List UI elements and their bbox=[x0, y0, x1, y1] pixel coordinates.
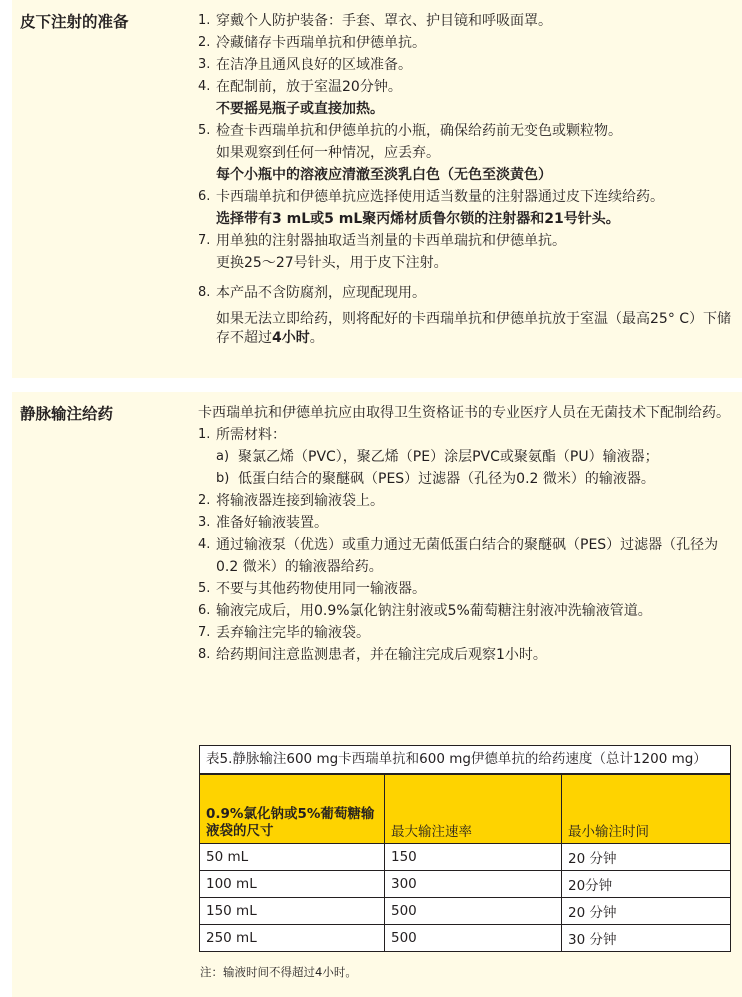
item-text-secondary: 更换25～27号针头，用于皮下注射。 bbox=[216, 255, 448, 271]
column-header: 最小输注时间 bbox=[562, 775, 731, 844]
item-text: 丢弃输注完毕的输液袋。 bbox=[216, 625, 370, 641]
list-item bbox=[198, 54, 738, 76]
item-text: 给药期间注意监测患者，并在输注完成后观察1小时。 bbox=[216, 647, 547, 663]
subcutaneous-section bbox=[12, 0, 742, 378]
table-footnote: 注：输液时间不得超过4小时。 bbox=[200, 965, 357, 979]
item-number: 3. bbox=[198, 57, 211, 72]
sub-item bbox=[216, 446, 738, 468]
punctuation: 。 bbox=[309, 330, 324, 346]
item-number: 5. bbox=[198, 123, 211, 138]
sub-item-letter: b) bbox=[216, 471, 230, 486]
item-number: 5. bbox=[198, 581, 211, 596]
table-cell: 500 bbox=[385, 925, 562, 952]
list-item bbox=[198, 644, 738, 666]
list-item bbox=[198, 600, 738, 622]
item-text-secondary: 如果观察到任何一种情况，应丢弃。 bbox=[216, 145, 440, 161]
item-text-main: 卡西瑞单抗和伊德单抗应选择使用适当数量的注射器通过皮下连续给药。 bbox=[216, 189, 664, 205]
table-cell: 30 分钟 bbox=[562, 925, 731, 952]
warning-text: 选择带有3 mL或5 mL聚丙烯材质鲁尔锁的注射器和21号针头。 bbox=[216, 211, 620, 227]
sub-item-text: 低蛋白结合的聚醚砜（PES）过滤器（孔径为0.2 微米）的输液器。 bbox=[238, 471, 655, 487]
item-number: 4. bbox=[198, 79, 211, 94]
item-text bbox=[216, 120, 738, 186]
table-cell: 100 mL bbox=[200, 871, 385, 898]
list-item bbox=[198, 76, 738, 120]
table-row bbox=[200, 871, 730, 898]
item-number: 2. bbox=[198, 493, 211, 508]
item-number: 1. bbox=[198, 427, 211, 442]
item-text bbox=[216, 76, 738, 120]
item-text: 在洁净且通风良好的区域准备。 bbox=[216, 57, 412, 73]
item-number: 8. bbox=[198, 647, 211, 662]
item-text: 冷藏储存卡西瑞单抗和伊德单抗。 bbox=[216, 35, 426, 51]
table-cell: 300 bbox=[385, 871, 562, 898]
list-item bbox=[198, 622, 738, 644]
item-number: 8. bbox=[198, 285, 211, 300]
item-text-secondary: 如果无法立即给药，则将配好的卡西瑞单抗和伊德单抗放于室温（最高25° C）下储存不超过 bbox=[216, 311, 732, 346]
sub-item bbox=[216, 468, 738, 490]
table-row bbox=[200, 898, 730, 925]
item-number: 7. bbox=[198, 625, 211, 640]
table-cell: 20 分钟 bbox=[562, 898, 731, 925]
list-item bbox=[198, 120, 738, 186]
item-text: 准备好输液装置。 bbox=[216, 515, 328, 531]
storage-note bbox=[216, 310, 738, 348]
section-title: 静脉输注给药 bbox=[20, 405, 114, 423]
table-cell: 50 mL bbox=[200, 844, 385, 871]
list-item bbox=[198, 512, 738, 534]
item-text-main: 用单独的注射器抽取适当剂量的卡西单瑞抗和伊德单抗。 bbox=[216, 233, 566, 249]
item-text bbox=[216, 282, 738, 348]
item-number: 7. bbox=[198, 233, 211, 248]
table-cell: 150 bbox=[385, 844, 562, 871]
column-header: 最大输注速率 bbox=[385, 775, 562, 844]
table-row bbox=[200, 925, 730, 952]
warning-text: 不要摇晃瓶子或直接加热。 bbox=[216, 101, 384, 117]
table-cell: 150 mL bbox=[200, 898, 385, 925]
list-item bbox=[198, 490, 738, 512]
item-text-main: 检查卡西瑞单抗和伊德单抗的小瓶，确保给药前无变色或颗粒物。 bbox=[216, 123, 622, 139]
item-number: 2. bbox=[198, 35, 211, 50]
item-text-main: 本产品不含防腐剂，应现配现用。 bbox=[216, 285, 426, 301]
item-number: 3. bbox=[198, 515, 211, 530]
item-number: 4. bbox=[198, 537, 211, 552]
table-cell: 250 mL bbox=[200, 925, 385, 952]
intro-paragraph: 卡西瑞单抗和伊德单抗应由取得卫生资格证书的专业医疗人员在无菌技术下配制给药。 bbox=[198, 405, 730, 421]
sub-item-text: 聚氯乙烯（PVC），聚乙烯（PE）涂层PVC或聚氨酯（PU）输液器； bbox=[238, 449, 659, 465]
list-item bbox=[198, 424, 738, 446]
item-text: 不要与其他药物使用同一输液器。 bbox=[216, 581, 426, 597]
item-number: 1. bbox=[198, 13, 211, 28]
item-text: 穿戴个人防护装备：手套、罩衣、护目镜和呼吸面罩。 bbox=[216, 13, 552, 29]
time-limit-text: 4小时 bbox=[272, 330, 310, 346]
item-number: 6. bbox=[198, 189, 211, 204]
list-item bbox=[198, 10, 738, 32]
item-text-main: 在配制前，放于室温20分钟。 bbox=[216, 79, 402, 95]
table-cell: 20分钟 bbox=[562, 871, 731, 898]
sub-item-letter: a) bbox=[216, 449, 230, 464]
list-item bbox=[198, 32, 738, 54]
item-text bbox=[216, 230, 738, 274]
table-row bbox=[200, 844, 730, 871]
item-text bbox=[216, 186, 738, 230]
iv-steps bbox=[198, 402, 738, 666]
table-caption: 表5.静脉输注600 mg卡西瑞单抗和600 mg伊德单抗的给药速度（总计1200 mg） bbox=[200, 746, 730, 774]
table-cell: 500 bbox=[385, 898, 562, 925]
list-item bbox=[198, 186, 738, 230]
item-text: 输液完成后，用0.9%氯化钠注射液或5%葡萄糖注射液冲洗输液管道。 bbox=[216, 603, 652, 619]
list-item bbox=[198, 230, 738, 274]
table-cell: 20 分钟 bbox=[562, 844, 731, 871]
item-text: 将输液器连接到输液袋上。 bbox=[216, 493, 384, 509]
list-item bbox=[198, 534, 738, 578]
section-divider bbox=[12, 378, 742, 392]
table-grid bbox=[200, 774, 730, 951]
subcutaneous-steps bbox=[198, 10, 738, 348]
item-text: 通过输液泵（优选）或重力通过无菌低蛋白结合的聚醚砜（PES）过滤器（孔径为0.2 微米）的输液器给药。 bbox=[216, 537, 719, 575]
list-item bbox=[198, 282, 738, 348]
warning-text: 每个小瓶中的溶液应清澈至淡乳白色（无色至淡黄色） bbox=[216, 167, 552, 183]
infusion-rate-table bbox=[199, 745, 731, 952]
list-item bbox=[198, 578, 738, 600]
section-title: 皮下注射的准备 bbox=[20, 13, 129, 31]
item-text: 所需材料： bbox=[216, 427, 286, 443]
table-header-row bbox=[200, 775, 730, 844]
column-header: 0.9%氯化钠或5%葡萄糖输液袋的尺寸 bbox=[200, 775, 385, 844]
item-number: 6. bbox=[198, 603, 211, 618]
